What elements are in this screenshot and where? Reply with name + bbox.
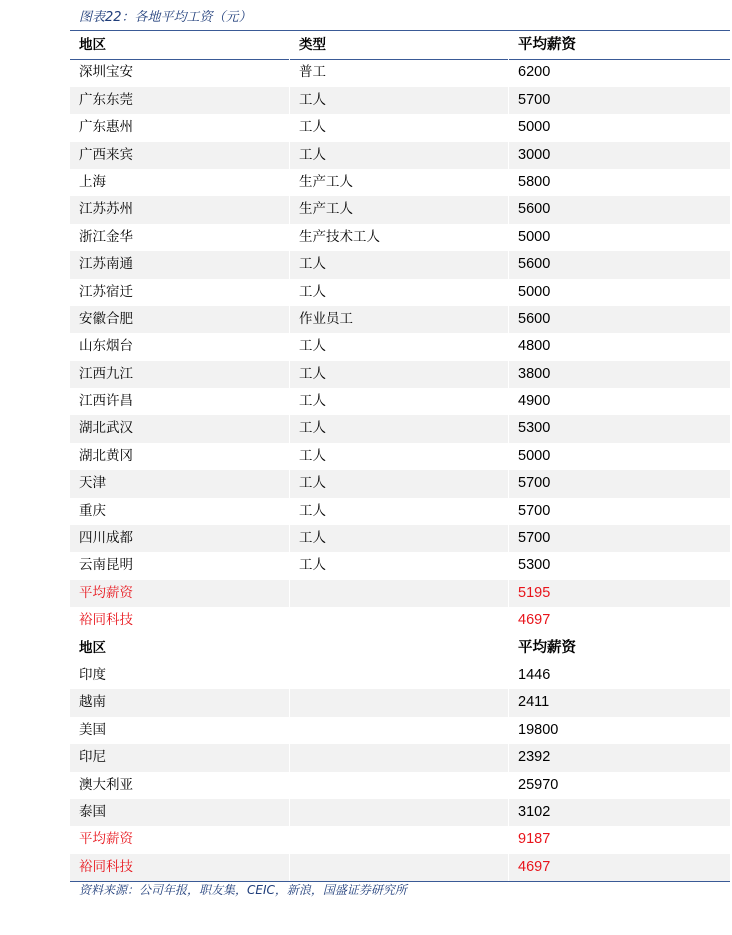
column-divider [508,114,509,141]
column-divider [289,717,290,744]
cell-region: 云南昆明 [79,557,133,574]
cell-wage: 25970 [518,776,559,793]
column-divider [508,799,509,826]
column-divider [289,826,290,853]
header-region: 地区 [79,639,106,656]
cell-region: 澳大利亚 [79,776,133,793]
cell-region: 印度 [79,666,106,683]
column-divider [289,142,290,169]
table-row [70,525,730,552]
column-divider [508,59,509,86]
column-divider [508,251,509,278]
cell-region: 裕同科技 [79,858,133,875]
column-divider [289,361,290,388]
cell-region: 安徽合肥 [79,310,133,327]
cell-wage: 4800 [518,338,551,355]
cell-region: 江苏南通 [79,256,133,273]
cell-type: 工人 [299,557,326,574]
column-divider [289,607,290,634]
column-divider [289,87,290,114]
cell-region: 天津 [79,475,106,492]
table-row [70,169,730,196]
cell-wage: 4697 [518,858,551,875]
column-divider [508,772,509,799]
column-divider [508,361,509,388]
summary-row [70,607,730,634]
figure-caption: 图表22：各地平均工资（元） [79,10,252,25]
cell-type: 工人 [299,283,326,300]
column-divider [289,306,290,333]
table-row [70,59,730,86]
table-row [70,87,730,114]
column-divider [508,196,509,223]
column-divider [289,470,290,497]
header-region: 地区 [79,37,106,53]
cell-region: 湖北武汉 [79,420,133,437]
column-divider [289,388,290,415]
cell-type: 工人 [299,475,326,492]
cell-region: 重庆 [79,502,106,519]
cell-wage: 3102 [518,803,551,820]
cell-region: 山东烟台 [79,338,133,355]
cell-type: 工人 [299,530,326,547]
column-divider [289,59,290,86]
cell-wage: 5000 [518,447,551,464]
summary-row [70,580,730,607]
column-divider [289,552,290,579]
cell-region: 裕同科技 [79,612,133,629]
cell-wage: 5300 [518,557,551,574]
column-divider [508,142,509,169]
cell-region: 广东东莞 [79,91,133,108]
table-row [70,415,730,442]
cell-region: 湖北黄冈 [79,447,133,464]
cell-region: 广东惠州 [79,119,133,136]
cell-type: 作业员工 [299,310,353,327]
summary-row [70,854,730,881]
table-row [70,689,730,716]
cell-wage: 5600 [518,201,551,218]
cell-wage: 6200 [518,64,551,81]
column-divider [508,662,509,689]
cell-wage: 5000 [518,228,551,245]
table-row [70,772,730,799]
table-row [70,196,730,223]
table-header-row [70,635,730,662]
cell-type: 工人 [299,502,326,519]
column-divider [289,224,290,251]
cell-region: 深圳宝安 [79,64,133,81]
column-divider [289,498,290,525]
column-divider [508,552,509,579]
cell-type: 工人 [299,447,326,464]
cell-type: 生产技术工人 [299,228,380,245]
cell-type: 工人 [299,393,326,410]
table-row [70,443,730,470]
cell-region: 江西九江 [79,365,133,382]
column-divider [289,443,290,470]
table-row [70,470,730,497]
table-row [70,361,730,388]
column-divider [508,826,509,853]
column-divider [289,689,290,716]
column-divider [289,114,290,141]
cell-region: 四川成都 [79,530,133,547]
column-divider [289,635,290,662]
column-divider [289,279,290,306]
table-row [70,662,730,689]
cell-type: 工人 [299,338,326,355]
cell-region: 泰国 [79,803,106,820]
column-divider [508,744,509,771]
column-divider [508,525,509,552]
table-row [70,251,730,278]
table-row [70,388,730,415]
column-divider [289,580,290,607]
column-divider [508,470,509,497]
cell-region: 越南 [79,694,106,711]
cell-wage: 5600 [518,256,551,273]
cell-region: 江苏宿迁 [79,283,133,300]
header-wage: 平均薪资 [518,37,576,53]
source-note: 资料来源：公司年报，职友集，CEIC，新浪，国盛证券研究所 [79,883,407,897]
table-row [70,799,730,826]
table-row [70,142,730,169]
table-row [70,306,730,333]
column-divider [289,169,290,196]
table-row [70,333,730,360]
cell-wage: 5600 [518,310,551,327]
cell-region: 浙江金华 [79,228,133,245]
cell-wage: 5300 [518,420,551,437]
column-divider [289,854,290,881]
column-divider [289,772,290,799]
cell-type: 工人 [299,91,326,108]
cell-region: 上海 [79,173,106,190]
column-divider [289,744,290,771]
cell-wage: 5000 [518,283,551,300]
column-divider [508,415,509,442]
cell-type: 生产工人 [299,173,353,190]
column-divider [508,580,509,607]
cell-wage: 5000 [518,119,551,136]
table-row [70,224,730,251]
column-divider [508,306,509,333]
cell-wage: 4697 [518,612,551,629]
column-divider [508,498,509,525]
table-row [70,498,730,525]
cell-region: 印尼 [79,749,106,766]
column-divider [508,607,509,634]
column-divider [289,196,290,223]
cell-region: 美国 [79,721,106,738]
column-divider [508,443,509,470]
cell-region: 广西来宾 [79,146,133,163]
cell-region: 江西许昌 [79,393,133,410]
column-divider [289,662,290,689]
cell-region: 江苏苏州 [79,201,133,218]
cell-type: 工人 [299,119,326,136]
cell-wage: 5195 [518,584,551,601]
table-row [70,552,730,579]
cell-wage: 2392 [518,749,551,766]
column-divider [289,333,290,360]
cell-region: 平均薪资 [79,831,133,848]
cell-type: 生产工人 [299,201,353,218]
table-top-rule [70,30,730,31]
column-divider [289,32,290,59]
cell-wage: 3000 [518,146,551,163]
column-divider [508,388,509,415]
cell-wage: 4900 [518,393,551,410]
header-wage: 平均薪资 [518,639,576,656]
cell-wage: 5700 [518,475,551,492]
column-divider [508,635,509,662]
column-divider [508,32,509,59]
table-row [70,717,730,744]
cell-wage: 1446 [518,666,551,683]
table-header-row [70,32,730,59]
cell-wage: 19800 [518,721,559,738]
cell-wage: 3800 [518,365,551,382]
column-divider [508,717,509,744]
column-divider [289,415,290,442]
column-divider [508,333,509,360]
cell-wage: 5700 [518,530,551,547]
column-divider [508,279,509,306]
column-divider [508,689,509,716]
cell-type: 工人 [299,146,326,163]
cell-wage: 9187 [518,831,551,848]
header-type: 类型 [299,37,326,53]
cell-wage: 5700 [518,91,551,108]
column-divider [508,854,509,881]
table-row [70,114,730,141]
cell-type: 工人 [299,365,326,382]
table-row [70,744,730,771]
cell-wage: 5800 [518,173,551,190]
wage-table [70,32,730,881]
cell-type: 工人 [299,420,326,437]
column-divider [289,525,290,552]
cell-wage: 2411 [518,694,550,711]
column-divider [508,224,509,251]
cell-wage: 5700 [518,502,551,519]
cell-region: 平均薪资 [79,584,133,601]
column-divider [289,251,290,278]
column-divider [289,799,290,826]
cell-type: 工人 [299,256,326,273]
column-divider [508,87,509,114]
column-divider [508,169,509,196]
cell-type: 普工 [299,64,326,81]
summary-row [70,826,730,853]
table-row [70,279,730,306]
